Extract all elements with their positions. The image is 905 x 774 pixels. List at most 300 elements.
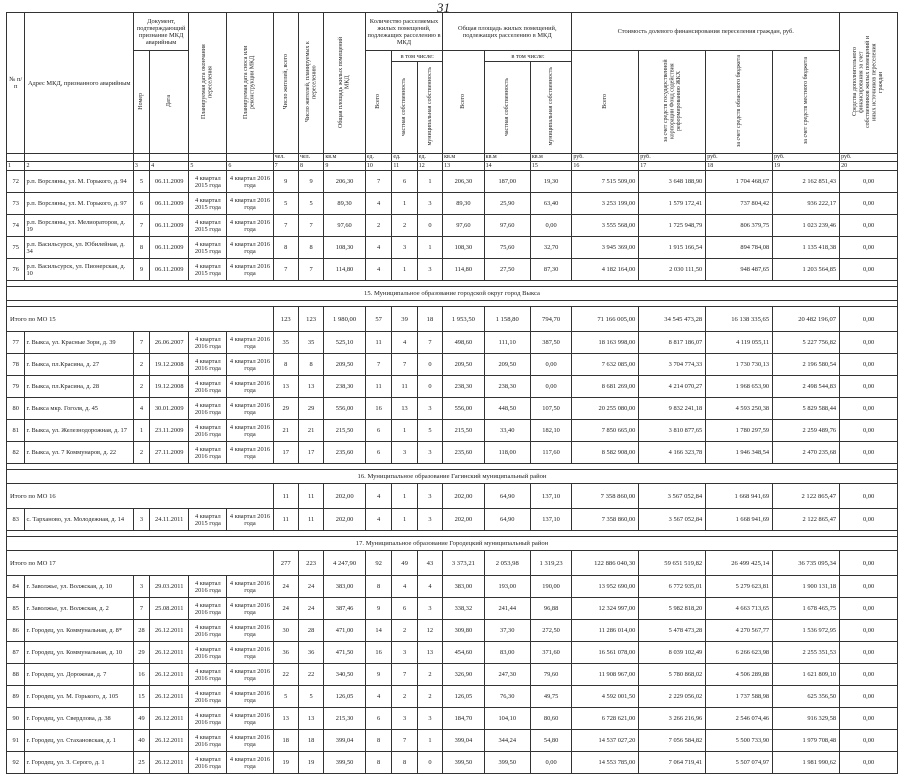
value-cell: 2 122 865,47	[773, 509, 840, 531]
col-residents-planned-header: Число жителей, планируемых к переселению	[298, 13, 323, 154]
address-cell: г. Выкса, ул. 7 Коммунаров, д. 22	[25, 442, 133, 464]
total-value-cell: 43	[417, 551, 442, 576]
resettle-date-cell: 4 квартал 2016 года	[189, 376, 227, 398]
doc-number-cell: 9	[133, 259, 149, 281]
demolish-date-cell: 4 квартал 2016 года	[227, 193, 273, 215]
total-row	[7, 551, 898, 576]
value-cell: 556,00	[324, 398, 366, 420]
column-index-cell: 15	[530, 162, 572, 171]
section-title: 15. Муниципальное образование городской округ город Выкса	[7, 287, 898, 301]
total-value-cell: 1 158,80	[484, 307, 530, 332]
demolish-date-cell: 4 квартал 2016 года	[227, 398, 273, 420]
value-cell: 6 772 935,01	[639, 576, 706, 598]
address-cell: г. Городец, ул. Коммунальная, д. 8*	[25, 620, 133, 642]
value-cell: 2 546 074,46	[706, 708, 773, 730]
value-cell: 9 832 241,18	[639, 398, 706, 420]
value-cell: 30	[273, 620, 298, 642]
col-fund-header: за счет средств государственной корпорации Фонд содействия реформированию ЖКХ	[639, 51, 706, 154]
value-cell: 4 166 323,78	[639, 442, 706, 464]
doc-date-cell: 19.12.2008	[150, 354, 189, 376]
value-cell: 0,00	[840, 354, 898, 376]
total-value-cell: 0,00	[840, 307, 898, 332]
unit-cell: чел.	[298, 154, 323, 162]
value-cell: 1 203 564,85	[773, 259, 840, 281]
value-cell: 383,00	[324, 576, 366, 598]
doc-date-cell: 06.11.2009	[150, 215, 189, 237]
total-value-cell: 1 953,50	[443, 307, 485, 332]
value-cell: 7	[392, 730, 417, 752]
table-row	[7, 752, 898, 774]
value-cell: 97,60	[443, 215, 485, 237]
value-cell: 97,60	[484, 215, 530, 237]
value-cell: 3 555 568,00	[572, 215, 639, 237]
value-cell: 0,00	[840, 420, 898, 442]
row-number: 88	[7, 664, 25, 686]
value-cell: 2	[392, 686, 417, 708]
unit-cell: кв.м	[530, 154, 572, 162]
value-cell: 2	[365, 215, 392, 237]
col-rooms-total-header: Всего	[365, 51, 392, 154]
address-cell: с. Тарханово, ул. Молодежная, д. 14	[25, 509, 133, 531]
table-row	[7, 620, 898, 642]
unit-cell: руб.	[572, 154, 639, 162]
value-cell: 5	[417, 420, 442, 442]
resettle-date-cell: 4 квартал 2015 года	[189, 193, 227, 215]
value-cell: 87,30	[530, 259, 572, 281]
value-cell: 3 704 774,33	[639, 354, 706, 376]
value-cell: 21	[273, 420, 298, 442]
value-cell: 0,00	[840, 509, 898, 531]
total-value-cell: 202,00	[324, 484, 366, 509]
unit-cell: ед.	[392, 154, 417, 162]
col-rooms-group-header: Количество расселяемых жилых помещений, подлежащих расселению в МКД	[365, 13, 442, 51]
value-cell: 96,88	[530, 598, 572, 620]
value-cell: 916 329,58	[773, 708, 840, 730]
value-cell: 1 981 990,62	[773, 752, 840, 774]
doc-number-cell: 16	[133, 664, 149, 686]
value-cell: 4	[365, 686, 392, 708]
value-cell: 3	[417, 398, 442, 420]
value-cell: 11	[273, 509, 298, 531]
value-cell: 1 725 948,79	[639, 215, 706, 237]
value-cell: 1 135 418,38	[773, 237, 840, 259]
row-number: 74	[7, 215, 25, 237]
total-value-cell: 20 482 196,07	[773, 307, 840, 332]
resettlement-table	[6, 12, 898, 774]
table-body	[7, 171, 898, 774]
value-cell: 7 358 860,00	[572, 509, 639, 531]
value-cell: 8 039 102,49	[639, 642, 706, 664]
value-cell: 2 259 489,76	[773, 420, 840, 442]
value-cell: 0,00	[840, 576, 898, 598]
value-cell: 5	[273, 686, 298, 708]
value-cell: 5	[298, 686, 323, 708]
value-cell: 4	[365, 509, 392, 531]
resettle-date-cell: 4 квартал 2016 года	[189, 598, 227, 620]
total-value-cell: 1 980,00	[324, 307, 366, 332]
address-cell: г. Городец, ул. Стахановская, д. 1	[25, 730, 133, 752]
col-planned-demolish-header: Планируемая дата сноса или реконструкции МКД	[227, 13, 273, 154]
value-cell: 4	[417, 576, 442, 598]
row-number: 83	[7, 509, 25, 531]
total-value-cell: 1 668 941,69	[706, 484, 773, 509]
table-row	[7, 576, 898, 598]
total-value-cell: 11	[273, 484, 298, 509]
doc-number-cell: 5	[133, 171, 149, 193]
address-cell: г. Городец, ул. Дорожная, д. 7	[25, 664, 133, 686]
value-cell: 14 537 027,20	[572, 730, 639, 752]
value-cell: 1 704 468,67	[706, 171, 773, 193]
value-cell: 1 668 941,69	[706, 509, 773, 531]
column-index-cell: 16	[572, 162, 639, 171]
value-cell: 8	[365, 752, 392, 774]
doc-number-cell: 28	[133, 620, 149, 642]
value-cell: 3 810 877,65	[639, 420, 706, 442]
column-index-cell: 12	[417, 162, 442, 171]
value-cell: 2 470 235,68	[773, 442, 840, 464]
column-index-cell: 13	[443, 162, 485, 171]
doc-number-cell: 29	[133, 642, 149, 664]
col-area-total-header: Всего	[443, 51, 485, 154]
address-cell: г. Городец, ул. Свердлова, д. 38	[25, 708, 133, 730]
total-value-cell: 34 545 473,28	[639, 307, 706, 332]
row-number: 79	[7, 376, 25, 398]
value-cell: 247,30	[484, 664, 530, 686]
value-cell: 0,00	[840, 620, 898, 642]
value-cell: 193,00	[484, 576, 530, 598]
unit-cell: руб.	[840, 154, 898, 162]
value-cell: 7	[417, 332, 442, 354]
value-cell: 0	[417, 752, 442, 774]
total-row	[7, 307, 898, 332]
value-cell: 126,05	[443, 686, 485, 708]
value-cell: 184,70	[443, 708, 485, 730]
demolish-date-cell: 4 квартал 2016 года	[227, 686, 273, 708]
value-cell: 454,60	[443, 642, 485, 664]
value-cell: 24	[273, 576, 298, 598]
unit-cell: ед.	[417, 154, 442, 162]
unit-cell: ед.	[365, 154, 392, 162]
value-cell: 108,30	[324, 237, 366, 259]
total-value-cell: 277	[273, 551, 298, 576]
column-index-cell: 2	[25, 162, 133, 171]
doc-date-cell: 06.11.2009	[150, 193, 189, 215]
value-cell: 13	[273, 708, 298, 730]
value-cell: 7	[273, 259, 298, 281]
value-cell: 1 737 588,98	[706, 686, 773, 708]
col-subject-budget-header: за счет средств областного бюджета	[706, 51, 773, 154]
row-number: 80	[7, 398, 25, 420]
value-cell: 13	[273, 376, 298, 398]
section-row	[7, 287, 898, 301]
col-no-header: № п/п	[7, 13, 25, 154]
value-cell: 894 784,08	[706, 237, 773, 259]
total-value-cell: 16 138 335,65	[706, 307, 773, 332]
value-cell: 9	[365, 664, 392, 686]
col-finance-total-header: Всего	[572, 51, 639, 154]
value-cell: 0	[417, 215, 442, 237]
resettle-date-cell: 4 квартал 2015 года	[189, 259, 227, 281]
value-cell: 238,30	[484, 376, 530, 398]
value-cell: 737 804,42	[706, 193, 773, 215]
value-cell: 5 227 756,82	[773, 332, 840, 354]
value-cell: 399,50	[443, 752, 485, 774]
value-cell: 4 593 250,38	[706, 398, 773, 420]
value-cell: 0,00	[840, 442, 898, 464]
value-cell: 28	[298, 620, 323, 642]
value-cell: 206,30	[324, 171, 366, 193]
table-row	[7, 215, 898, 237]
value-cell: 8 582 908,00	[572, 442, 639, 464]
unit-cell	[227, 154, 273, 162]
value-cell: 8	[298, 354, 323, 376]
unit-cell	[150, 154, 189, 162]
doc-date-cell: 26.12.2011	[150, 664, 189, 686]
value-cell: 16	[365, 642, 392, 664]
value-cell: 29	[298, 398, 323, 420]
unit-cell	[189, 154, 227, 162]
column-index-cell: 4	[150, 162, 189, 171]
value-cell: 0,00	[840, 237, 898, 259]
total-value-cell: 123	[273, 307, 298, 332]
value-cell: 5 780 868,02	[639, 664, 706, 686]
value-cell: 202,00	[324, 509, 366, 531]
value-cell: 4	[365, 259, 392, 281]
column-index-cell: 14	[484, 162, 530, 171]
value-cell: 8	[365, 730, 392, 752]
address-cell: р.п. Васильсурск, ул. Пионерская, д. 10	[25, 259, 133, 281]
row-number: 86	[7, 620, 25, 642]
table-row	[7, 193, 898, 215]
value-cell: 238,30	[324, 376, 366, 398]
demolish-date-cell: 4 квартал 2016 года	[227, 259, 273, 281]
value-cell: 2 196 580,54	[773, 354, 840, 376]
value-cell: 202,00	[443, 509, 485, 531]
doc-number-cell: 4	[133, 398, 149, 420]
value-cell: 209,50	[484, 354, 530, 376]
resettle-date-cell: 4 квартал 2016 года	[189, 332, 227, 354]
doc-number-cell: 3	[133, 509, 149, 531]
unit-cell: кв.м	[484, 154, 530, 162]
value-cell: 0,00	[840, 259, 898, 281]
total-value-cell: 0,00	[840, 484, 898, 509]
value-cell: 2 229 056,02	[639, 686, 706, 708]
value-cell: 2	[392, 620, 417, 642]
value-cell: 8 817 186,07	[639, 332, 706, 354]
value-cell: 0,00	[530, 376, 572, 398]
doc-number-cell: 15	[133, 686, 149, 708]
row-number: 73	[7, 193, 25, 215]
table-row	[7, 171, 898, 193]
value-cell: 0,00	[840, 642, 898, 664]
row-number: 84	[7, 576, 25, 598]
row-number: 89	[7, 686, 25, 708]
value-cell: 209,50	[324, 354, 366, 376]
table-row	[7, 509, 898, 531]
value-cell: 2 162 851,43	[773, 171, 840, 193]
value-cell: 6	[392, 598, 417, 620]
value-cell: 0,00	[840, 398, 898, 420]
value-cell: 83,00	[484, 642, 530, 664]
value-cell: 0,00	[840, 376, 898, 398]
total-value-cell: 2 053,98	[484, 551, 530, 576]
row-number: 72	[7, 171, 25, 193]
value-cell: 5 829 588,44	[773, 398, 840, 420]
total-value-cell: 794,70	[530, 307, 572, 332]
value-cell: 11	[365, 332, 392, 354]
value-cell: 3 945 369,00	[572, 237, 639, 259]
value-cell: 525,10	[324, 332, 366, 354]
address-cell: р.п. Ворсляны, ул. М. Горького, д. 97	[25, 193, 133, 215]
unit-cell	[133, 154, 149, 162]
total-value-cell: 3 373,21	[443, 551, 485, 576]
value-cell: 3 253 199,00	[572, 193, 639, 215]
value-cell: 13	[392, 398, 417, 420]
value-cell: 3	[392, 642, 417, 664]
value-cell: 79,60	[530, 664, 572, 686]
value-cell: 1	[392, 193, 417, 215]
value-cell: 8	[273, 237, 298, 259]
value-cell: 11	[298, 509, 323, 531]
demolish-date-cell: 4 квартал 2016 года	[227, 442, 273, 464]
value-cell: 2 030 111,50	[639, 259, 706, 281]
value-cell: 1 678 465,75	[773, 598, 840, 620]
resettle-date-cell: 4 квартал 2016 года	[189, 620, 227, 642]
value-cell: 241,44	[484, 598, 530, 620]
value-cell: 19	[273, 752, 298, 774]
resettle-date-cell: 4 квартал 2015 года	[189, 171, 227, 193]
column-index-cell: 19	[773, 162, 840, 171]
value-cell: 5 982 818,20	[639, 598, 706, 620]
value-cell: 97,60	[324, 215, 366, 237]
total-label: Итого по МО 17	[7, 551, 274, 576]
total-value-cell: 18	[417, 307, 442, 332]
col-local-budget-header: за счет средств местного бюджета	[773, 51, 840, 154]
demolish-date-cell: 4 квартал 2016 года	[227, 620, 273, 642]
value-cell: 338,32	[443, 598, 485, 620]
value-cell: 7	[365, 171, 392, 193]
doc-number-cell: 6	[133, 193, 149, 215]
resettle-date-cell: 4 квартал 2016 года	[189, 642, 227, 664]
value-cell: 448,50	[484, 398, 530, 420]
value-cell: 3	[392, 708, 417, 730]
doc-number-cell: 25	[133, 752, 149, 774]
value-cell: 54,80	[530, 730, 572, 752]
value-cell: 9	[298, 171, 323, 193]
col-planned-resettle-header: Планируемая дата окончания переселения	[189, 13, 227, 154]
value-cell: 0	[417, 376, 442, 398]
column-index-row	[7, 162, 898, 171]
value-cell: 0,00	[840, 730, 898, 752]
value-cell: 5	[298, 193, 323, 215]
value-cell: 190,00	[530, 576, 572, 598]
value-cell: 0,00	[840, 686, 898, 708]
value-cell: 7 064 719,41	[639, 752, 706, 774]
value-cell: 108,30	[443, 237, 485, 259]
value-cell: 7 056 584,82	[639, 730, 706, 752]
row-number: 77	[7, 332, 25, 354]
resettle-date-cell: 4 квартал 2016 года	[189, 752, 227, 774]
value-cell: 7	[392, 354, 417, 376]
unit-cell	[7, 154, 25, 162]
resettle-date-cell: 4 квартал 2016 года	[189, 708, 227, 730]
value-cell: 235,60	[324, 442, 366, 464]
value-cell: 6 266 623,98	[706, 642, 773, 664]
value-cell: 137,10	[530, 509, 572, 531]
doc-number-cell: 3	[133, 576, 149, 598]
value-cell: 17	[273, 442, 298, 464]
address-cell: г. Городец, ул. Коммунальная, д. 10	[25, 642, 133, 664]
address-cell: г. Заволжье, ул. Волжская, д. 2	[25, 598, 133, 620]
col-area-private-header: частная собственность	[484, 62, 530, 154]
doc-date-cell: 26.12.2011	[150, 686, 189, 708]
resettle-date-cell: 4 квартал 2015 года	[189, 509, 227, 531]
address-cell: г. Заволжье, ул. Волжская, д. 10	[25, 576, 133, 598]
value-cell: 8	[273, 354, 298, 376]
column-index-cell: 6	[227, 162, 273, 171]
column-index-cell: 20	[840, 162, 898, 171]
row-number: 76	[7, 259, 25, 281]
value-cell: 1	[417, 237, 442, 259]
doc-number-cell: 7	[133, 598, 149, 620]
value-cell: 126,05	[324, 686, 366, 708]
col-rooms-municipal-header: муниципальная собственность	[417, 62, 442, 154]
col-area-group-header: Общая площадь жилых помещений, подлежащих расселению в МКД	[443, 13, 572, 51]
value-cell: 4 119 055,11	[706, 332, 773, 354]
value-cell: 0,00	[840, 215, 898, 237]
value-cell: 11 908 967,00	[572, 664, 639, 686]
col-doc-date-header: Дата	[150, 51, 189, 154]
value-cell: 13	[417, 642, 442, 664]
value-cell: 33,40	[484, 420, 530, 442]
value-cell: 7 850 665,00	[572, 420, 639, 442]
value-cell: 64,90	[484, 509, 530, 531]
address-cell: г. Городец, ул. З. Серого, д. 1	[25, 752, 133, 774]
value-cell: 16	[365, 398, 392, 420]
doc-date-cell: 26.12.2011	[150, 730, 189, 752]
demolish-date-cell: 4 квартал 2016 года	[227, 354, 273, 376]
total-value-cell: 2 122 865,47	[773, 484, 840, 509]
value-cell: 215,50	[443, 420, 485, 442]
value-cell: 36	[273, 642, 298, 664]
value-cell: 24	[273, 598, 298, 620]
col-document-header: Документ, подтверждающий признание МКД аварийным	[133, 13, 188, 51]
value-cell: 4 214 070,27	[639, 376, 706, 398]
value-cell: 0,00	[840, 332, 898, 354]
page-number: 31	[437, 0, 450, 15]
value-cell: 2	[417, 664, 442, 686]
row-number: 85	[7, 598, 25, 620]
unit-cell: руб.	[706, 154, 773, 162]
total-value-cell: 202,00	[443, 484, 485, 509]
row-number: 75	[7, 237, 25, 259]
demolish-date-cell: 4 квартал 2016 года	[227, 708, 273, 730]
total-row	[7, 484, 898, 509]
total-value-cell: 123	[298, 307, 323, 332]
value-cell: 383,00	[443, 576, 485, 598]
total-value-cell: 1 319,23	[530, 551, 572, 576]
total-value-cell: 49	[392, 551, 417, 576]
value-cell: 18	[273, 730, 298, 752]
table-row	[7, 237, 898, 259]
value-cell: 2	[392, 215, 417, 237]
value-cell: 63,40	[530, 193, 572, 215]
value-cell: 114,80	[324, 259, 366, 281]
value-cell: 215,30	[324, 708, 366, 730]
value-cell: 3 266 216,96	[639, 708, 706, 730]
value-cell: 18	[298, 730, 323, 752]
value-cell: 0,00	[530, 215, 572, 237]
